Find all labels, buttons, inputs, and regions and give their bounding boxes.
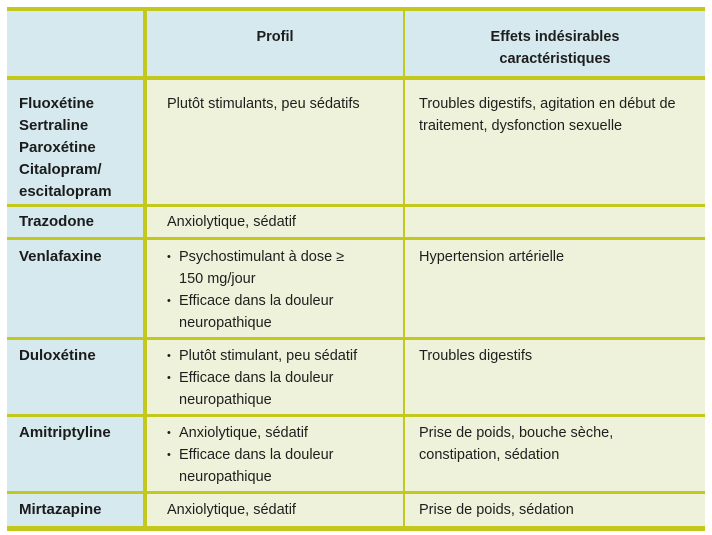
drug-name: Citalopram/ xyxy=(19,161,102,178)
drug-name: Duloxétine xyxy=(19,347,96,364)
table-header-row xyxy=(7,11,705,76)
profil-cell xyxy=(147,417,403,491)
profil-bullet: • Anxiolytique, sédatif xyxy=(167,422,363,444)
effets-cell: Hypertension artérielle xyxy=(405,240,705,337)
table-row xyxy=(7,240,705,337)
table-row xyxy=(7,417,705,491)
effets-cell: Troubles digestifs xyxy=(405,340,705,414)
table-bottom-rule xyxy=(7,526,705,531)
drug-name: Paroxétine xyxy=(19,139,96,156)
effets-cell xyxy=(405,207,705,237)
profil-cell xyxy=(147,340,403,414)
profil-bullet-list xyxy=(167,422,363,488)
profil-cell xyxy=(147,240,403,337)
effets-cell: Prise de poids, bouche sèche, constipation, sédation xyxy=(405,417,705,491)
profil-bullet-list xyxy=(167,246,363,334)
profil-bullet: • Efficace dans la douleur neuropathique xyxy=(167,444,363,488)
drug-names-cell xyxy=(7,240,143,337)
table-row xyxy=(7,80,705,204)
table-row xyxy=(7,207,705,237)
drug-name: Fluoxétine xyxy=(19,95,95,112)
profil-cell xyxy=(147,494,403,526)
antidepressant-table xyxy=(7,7,705,531)
profil-bullet: • Psychostimulant à dose ≥ 150 mg/jour xyxy=(167,246,363,290)
drug-name: Trazodone xyxy=(19,213,95,230)
effets-cell: Troubles digestifs, agitation en début de traitement, dysfonction sexuelle xyxy=(405,80,705,204)
drug-names-cell xyxy=(7,417,143,491)
profil-bullet: • Plutôt stimulant, peu sédatif xyxy=(167,345,383,367)
profil-bullet: • Efficace dans la douleur neuropathique xyxy=(167,290,363,334)
profil-text: Plutôt stimulants, peu sédatifs xyxy=(167,96,360,112)
drug-names-cell xyxy=(7,207,143,237)
drug-names-cell xyxy=(7,494,143,526)
drug-names-cell xyxy=(7,340,143,414)
drug-name: escitalopram xyxy=(19,183,112,200)
header-cell-profil: Profil xyxy=(147,11,403,76)
profil-bullet-list xyxy=(167,345,383,411)
profil-cell xyxy=(147,80,403,204)
header-cell-effets xyxy=(405,11,705,76)
profil-text: Anxiolytique, sédatif xyxy=(167,214,296,230)
drug-name: Venlafaxine xyxy=(19,248,102,265)
header-line: Effets indésirables xyxy=(490,29,620,45)
header-line: caractéristiques xyxy=(499,51,611,67)
drug-name: Amitriptyline xyxy=(19,424,111,441)
drug-name: Sertraline xyxy=(19,117,89,134)
drug-names-cell xyxy=(7,80,143,204)
drug-name: Mirtazapine xyxy=(19,501,102,518)
profil-text: Anxiolytique, sédatif xyxy=(167,502,296,518)
profil-bullet: • Efficace dans la douleur neuropathique xyxy=(167,367,383,411)
table-row xyxy=(7,340,705,414)
table-row xyxy=(7,494,705,526)
profil-cell xyxy=(147,207,403,237)
header-cell-empty xyxy=(7,11,143,76)
effets-cell: Prise de poids, sédation xyxy=(405,494,705,526)
